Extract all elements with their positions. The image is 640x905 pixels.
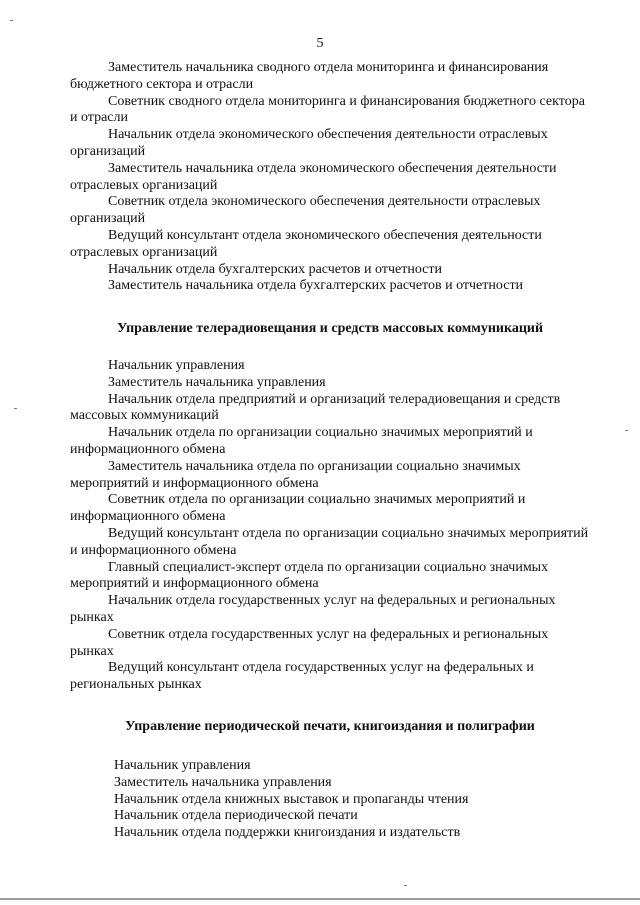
list-item: Советник отдела по организации социально значимых мероприятий и информационного обмена <box>70 492 526 525</box>
list-item: Главный специалист-эксперт отдела по организации социально значимых мероприятий и информационного обмена <box>70 559 549 592</box>
position-list-broadcasting <box>70 358 590 694</box>
list-item: Начальник отдела экономического обеспечения деятельности отраслевых организаций <box>70 127 548 159</box>
list-item: Ведущий консультант отдела экономического обеспечения деятельности отраслевых организаций <box>70 227 542 260</box>
position-list-print <box>76 758 596 842</box>
list-item: Начальник отдела периодической печати <box>114 808 358 824</box>
list-item: Начальник отдела по организации социально значимых мероприятий и информационного обмена <box>70 425 533 457</box>
list-item: Ведущий консультант отдела по организации социально значимых мероприятий и информационного обмена <box>70 525 589 558</box>
list-item: Начальник отдела поддержки книгоиздания и издательств <box>114 825 461 841</box>
page-number: 5 <box>316 36 324 51</box>
list-item: Начальник управления <box>108 358 245 373</box>
list-item: Начальник отдела книжных выставок и пропаганды чтения <box>114 791 469 807</box>
scan-artifact <box>404 885 407 886</box>
list-item: Советник отдела экономического обеспечения деятельности отраслевых организаций <box>70 194 541 227</box>
position-list-budget <box>70 60 590 295</box>
list-item: Заместитель начальника отдела экономического обеспечения деятельности отраслевых организаций <box>70 160 557 193</box>
scan-artifact <box>14 408 17 409</box>
list-item: Советник отдела государственных услуг на федеральных и региональных рынках <box>70 626 549 659</box>
list-item: Начальник отдела государственных услуг на федеральных и региональных рынках <box>70 593 556 625</box>
scan-artifact <box>625 430 628 431</box>
section-heading-broadcasting: Управление телерадиовещания и средств массовых коммуникаций <box>116 321 544 336</box>
list-item: Начальник управления <box>114 758 251 773</box>
list-item: Советник сводного отдела мониторинга и финансирования бюджетного сектора и отрасли <box>70 93 585 126</box>
list-item: Заместитель начальника отдела бухгалтерских расчетов и отчетности <box>108 278 524 294</box>
list-item: Заместитель начальника управления <box>108 374 326 390</box>
list-item: Ведущий консультант отдела государственных услуг на федеральных и региональных рынках <box>70 660 534 693</box>
section-heading-print: Управление периодической печати, книгоиздания и полиграфии <box>125 719 535 734</box>
list-item: Заместитель начальника отдела по организации социально значимых мероприятий и информационного обмена <box>70 458 521 491</box>
list-item: Начальник отдела бухгалтерских расчетов и отчетности <box>108 261 442 277</box>
list-item: Начальник отдела предприятий и организаций телерадиовещания и средств массовых коммуникаций <box>70 391 561 424</box>
scan-bottom-border <box>0 898 640 900</box>
list-item: Заместитель начальника сводного отдела мониторинга и финансирования бюджетного сектора и отрасли <box>70 60 549 92</box>
scan-artifact <box>10 20 13 21</box>
list-item: Заместитель начальника управления <box>114 774 332 790</box>
